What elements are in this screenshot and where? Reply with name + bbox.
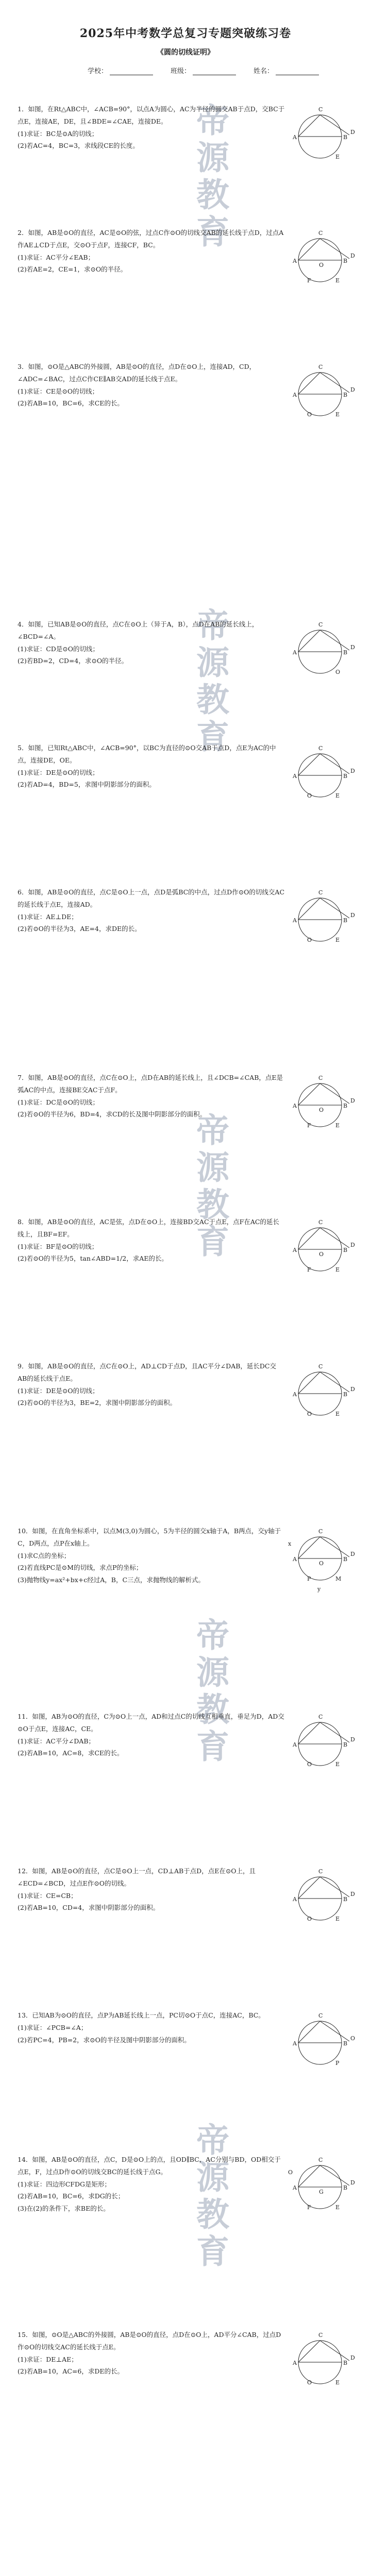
watermark-2: 帝源教育	[191, 608, 229, 756]
side-line	[298, 898, 320, 920]
point-label: E	[335, 154, 340, 160]
point-label: E	[335, 2379, 340, 2386]
watermark-5: 帝源教育	[191, 2123, 229, 2271]
point-label: F	[307, 1122, 311, 1129]
point-label: A	[293, 134, 297, 141]
point-label: D	[350, 1891, 355, 1897]
point-label: D	[350, 1097, 355, 1104]
geometry-figure-5	[286, 742, 353, 809]
problem-14	[18, 2154, 353, 2215]
point-label: O	[335, 669, 341, 675]
sub-question: (1)求证：AC平分∠EAB；	[18, 253, 95, 261]
chord-line	[320, 115, 349, 135]
problem-stem: 10．如图，在直角坐标系中，以点M(3,0)为圆心，5为半径的圆交x轴于A，B两点，交y轴于C，D两点，点P在x轴上。	[18, 1527, 281, 1547]
point-label: O	[307, 937, 312, 943]
geometry-figure-3	[286, 361, 353, 428]
point-label: D	[350, 2354, 355, 2361]
geometry-figure-6	[286, 886, 353, 953]
sub-question: (2)若AB=10，CD=4，求图中阴影部分的面积。	[18, 1904, 160, 1912]
problem-9	[18, 1360, 355, 1417]
problem-6	[18, 886, 355, 943]
document-subtitle: 《圆的切线证明》	[157, 48, 214, 57]
point-label: F	[307, 1266, 311, 1273]
watermark-3: 帝源教育	[191, 1113, 229, 1261]
point-label: y	[317, 1586, 321, 1592]
point-label: D	[350, 386, 355, 393]
point-label: O	[307, 1916, 312, 1922]
point-label: B	[343, 1103, 348, 1109]
point-label: O	[307, 2379, 312, 2386]
figure-container	[286, 1525, 353, 1596]
problem-stem: 5．如图，已知Rt△ABC中，∠ACB=90°，以BC为直径的⊙O交AB于点D，点E为AC的中点，连接DE，OE。	[18, 744, 276, 764]
chord-line	[320, 1877, 349, 1897]
geometry-figure-2	[286, 227, 353, 294]
sub-question: (3)在(2)的条件下，求BE的长。	[18, 2205, 110, 2212]
problem-1	[18, 103, 355, 160]
point-label: B	[343, 2360, 348, 2366]
point-label: A	[293, 392, 297, 398]
side-line	[298, 2021, 320, 2043]
problem-stem: 12．如图，AB是⊙O的直径，点C是⊙O上一点，CD⊥AB于点D，点E在⊙O上，且∠ECD=∠BCD，过点E作⊙O的切线。	[18, 1867, 256, 1887]
point-label: D	[350, 644, 355, 651]
sub-question: (2)若⊙O的半径为6，BD=4，求CD的长及图中阴影部分的面积。	[18, 1110, 207, 1118]
problem-7	[18, 1072, 355, 1129]
point-label: C	[318, 1714, 323, 1720]
point-label: E	[335, 1761, 340, 1768]
point-label: A	[293, 1103, 297, 1109]
problem-stem: 1．如图，在Rt△ABC中，∠ACB=90°，以点A为圆心，AC为半径的圆交AB于点D，交BC于点E，连接AE，DE，且∠BDE=∠CAE，连接DE。	[18, 105, 285, 125]
side-line	[298, 372, 320, 394]
sub-question: (1)求证：DC是⊙O的切线；	[18, 1098, 99, 1106]
point-label: O	[307, 792, 312, 799]
point-label: P	[335, 2060, 340, 2066]
sub-question: (2)若⊙O的半径为3，BE=2，求图中阴影部分的面积。	[18, 1399, 177, 1407]
figure-container	[286, 886, 353, 957]
geometry-figure-12	[286, 1865, 353, 1932]
point-label: C	[318, 364, 323, 370]
side-line	[298, 1083, 320, 1105]
point-label: B	[343, 1741, 348, 1748]
geometry-figure-11	[286, 1710, 353, 1777]
point-label: O	[307, 411, 312, 418]
point-label: B	[343, 2184, 348, 2191]
point-label: C	[318, 1363, 323, 1370]
sub-question: (1)求证：CE=CB；	[18, 1891, 77, 1900]
problem-12	[18, 1865, 355, 1922]
class-label: 班级：	[171, 67, 191, 75]
point-label: M	[335, 1575, 342, 1582]
point-label: D	[350, 768, 355, 774]
point-label: F	[307, 2204, 311, 2211]
point-label: E	[335, 2204, 340, 2211]
sub-question: (2)若AC=4，BC=3，求线段CE的长度。	[18, 142, 139, 150]
problem-stem: 13．已知AB为⊙O的直径，点P为AB延长线上一点，PC切⊙O于点C，连接AC，BC。	[18, 2011, 265, 2019]
watermark-4: 帝源教育	[191, 1618, 229, 1766]
school-blank	[110, 67, 153, 75]
problem-stem: 8．如图，AB是⊙O的直径，AC是弦，点D在⊙O上，连接BD交AC于点E，点F在AC的延长线上，且BF=EF。	[18, 1218, 279, 1238]
sub-question: (1)求C点的坐标；	[18, 1551, 71, 1560]
sub-question: (3)抛物线y=ax²+bx+c经过A，B，C三点，求抛物线的解析式。	[18, 1576, 205, 1584]
point-label: C	[318, 1528, 323, 1535]
problem-3	[18, 361, 355, 418]
point-label: D	[350, 2179, 355, 2186]
chord-line	[320, 239, 349, 259]
problem-stem: 9．如图，AB是⊙O的直径，点C在⊙O上，AD⊥CD于点D，且AC平分∠DAB，延长DC交AB的延长线于点E。	[18, 1362, 276, 1382]
point-label: E	[335, 411, 340, 418]
point-label: C	[318, 2157, 323, 2163]
problem-stem: 14．如图，AB是⊙O的直径，点C，D是⊙O上的点，且OD∥BC，AC分别与BD，OD相交于点E，F，过点D作⊙O的切线交BC的延长线于点G。	[18, 2156, 281, 2176]
geometry-figure-10	[286, 1525, 353, 1592]
point-label: C	[318, 889, 323, 896]
point-label: A	[293, 258, 297, 264]
figure-container	[286, 1710, 353, 1782]
school-field	[88, 65, 153, 75]
point-label: C	[318, 2332, 323, 2338]
point-label: A	[293, 1556, 297, 1563]
chord-line	[320, 1537, 349, 1557]
point-label: C	[318, 1219, 323, 1226]
chord-line	[320, 754, 349, 774]
sub-question: (2)若BD=2，CD=4，求⊙O的半径。	[18, 657, 128, 665]
point-label: O	[307, 1411, 312, 1417]
side-line	[298, 754, 320, 775]
side-line	[298, 1228, 320, 1249]
problem-2	[18, 227, 355, 284]
chord-line	[320, 630, 349, 650]
figure-container	[286, 2329, 353, 2400]
point-label: B	[343, 2040, 348, 2047]
figure-container	[286, 1360, 353, 1431]
figure-container	[286, 1072, 353, 1143]
point-label: O	[319, 1560, 324, 1567]
point-label: G	[319, 2189, 324, 2195]
sub-question: (1)求证：CE是⊙O的切线；	[18, 387, 99, 395]
point-label: E	[335, 1916, 340, 1922]
point-label: B	[343, 649, 348, 656]
chord-line	[320, 1228, 349, 1248]
side-line	[298, 239, 320, 260]
point-label: E	[335, 1122, 340, 1129]
problem-stem: 2．如图，AB是⊙O的直径，AC是⊙O的弦，过点C作⊙O的切线交AB的延长线于点D，过点A作AE⊥CD于点E，交⊙O于点F，连接CF，BC。	[18, 229, 284, 249]
problem-11	[18, 1710, 355, 1768]
point-label: B	[343, 1556, 348, 1563]
sub-question: (2)若⊙O的半径为3，AE=4，求DE的长。	[18, 925, 141, 933]
problem-15	[18, 2329, 355, 2386]
point-label: B	[343, 917, 348, 924]
sub-question: (2)若AB=10，AC=8，求CE的长。	[18, 1749, 124, 1757]
name-blank	[276, 67, 319, 75]
point-label: A	[293, 2360, 297, 2366]
problem-8	[18, 1216, 355, 1273]
problem-10	[18, 1525, 355, 1592]
sub-question: (2)若直线PC是⊙M的切线，求点P的坐标；	[18, 1564, 143, 1572]
point-label: C	[318, 621, 323, 628]
point-label: O	[307, 1761, 312, 1768]
figure-container	[286, 2009, 356, 2080]
sub-question: (1)求证：DE是⊙O的切线；	[18, 768, 99, 776]
point-label: C	[318, 230, 323, 236]
point-label: E	[335, 277, 340, 284]
chord-line	[320, 2021, 349, 2041]
class-blank	[193, 67, 236, 75]
point-label: O	[350, 2035, 356, 2042]
problem-13	[18, 2009, 356, 2066]
side-line	[298, 1877, 320, 1899]
chord-line	[320, 1372, 349, 1392]
point-label: D	[350, 1386, 355, 1393]
point-label: P	[307, 1575, 311, 1582]
point-label: x	[288, 1540, 292, 1547]
point-label: B	[343, 1391, 348, 1398]
geometry-figure-8	[286, 1216, 353, 1283]
point-label: D	[350, 129, 355, 135]
school-label: 学校：	[88, 67, 108, 75]
figure-container	[286, 227, 353, 298]
point-label: A	[293, 917, 297, 924]
watermark-1: 帝源教育	[191, 103, 229, 251]
geometry-figure-13	[286, 2009, 356, 2076]
geometry-figure-15	[286, 2329, 353, 2396]
point-label: E	[335, 1266, 340, 1273]
sub-question: (1)求证：∠PCB=∠A；	[18, 2023, 88, 2031]
point-label: B	[343, 773, 348, 779]
student-info-line	[0, 65, 371, 75]
point-label: O	[319, 262, 324, 268]
chord-line	[320, 372, 349, 393]
point-label: D	[350, 1736, 355, 1743]
side-line	[298, 1722, 320, 1744]
point-label: A	[293, 1391, 297, 1398]
side-line	[298, 630, 320, 652]
problem-stem: 3．如图，⊙O是△ABC的外接圆，AB是⊙O的直径，点D在⊙O上，连接AD，CD，∠ADC=∠BAC，过点C作CE∥AB交AD的延长线于点E。	[18, 363, 256, 383]
point-label: D	[350, 1242, 355, 1248]
sub-question: (1)求证：DE是⊙O的切线；	[18, 1386, 99, 1395]
side-line	[298, 1372, 320, 1394]
sub-question: (1)求证：BF是⊙O的切线；	[18, 1242, 98, 1250]
geometry-figure-4	[286, 618, 353, 685]
point-label: E	[335, 1411, 340, 1417]
sub-question: (2)若AB=10，BC=6，求DG的长；	[18, 2192, 125, 2200]
name-field	[254, 65, 319, 75]
problem-4	[18, 618, 355, 675]
chord-line	[320, 1722, 349, 1742]
sub-question: (2)若PC=4，PB=2，求⊙O的半径及图中阴影部分的面积。	[18, 2036, 191, 2044]
sub-question: (2)若AD=4，BD=5，求图中阴影部分的面积。	[18, 781, 156, 789]
sub-question: (1)求证：DE⊥AE；	[18, 2355, 78, 2363]
side-line	[298, 1537, 320, 1558]
figure-container	[286, 742, 353, 813]
point-label: O	[319, 1107, 324, 1113]
point-label: E	[335, 937, 340, 943]
figure-container	[286, 618, 353, 689]
problem-stem: 15．如图，⊙O是△ABC的外接圆，AB是⊙O的直径，点D在⊙O上，AD平分∠CAB，过点D作⊙O的切线交AC的延长线于点E。	[18, 2331, 281, 2351]
sub-question: (1)求证：AE⊥DE；	[18, 912, 78, 921]
geometry-figure-7	[286, 1072, 353, 1139]
sub-question: (1)求证：BC是⊙A的切线；	[18, 129, 98, 138]
point-label: B	[343, 392, 348, 398]
sub-question: (1)求证：四边形CFDG是矩形；	[18, 2180, 111, 2188]
point-label: E	[335, 792, 340, 799]
point-label: B	[343, 1247, 348, 1253]
chord-line	[320, 1083, 349, 1104]
figure-container	[286, 2154, 353, 2225]
sub-question: (2)若AB=10，AC=6，求DE的长。	[18, 2367, 124, 2376]
problem-stem: 4．如图，已知AB是⊙O的直径，点C在⊙O上（异于A，B），点D在AB的延长线上，∠BCD=∠A。	[18, 620, 259, 640]
chord-line	[320, 2165, 349, 2185]
figure-container	[286, 1216, 353, 1287]
sub-question: (2)若⊙O的半径为5，tan∠ABD=1/2，求AE的长。	[18, 1255, 168, 1263]
problem-stem: 6．如图，AB是⊙O的直径，点C是⊙O上一点，点D是弧BC的中点，过点D作⊙O的切线交AC的延长线于点E，连接AD。	[18, 888, 285, 908]
sub-question: (2)若AE=2，CE=1，求⊙O的半径。	[18, 265, 127, 274]
point-label: B	[343, 1896, 348, 1903]
point-label: B	[343, 258, 348, 264]
side-line	[298, 2165, 320, 2187]
point-label: B	[343, 134, 348, 141]
document-header	[0, 0, 371, 75]
geometry-figure-1	[286, 103, 353, 170]
point-label: A	[293, 1247, 297, 1253]
class-field	[171, 65, 236, 75]
point-label: A	[293, 1741, 297, 1748]
sub-question: (2)若AB=10，BC=6，求CE的长。	[18, 399, 124, 408]
problem-stem: 11．如图，AB为⊙O的直径，C为⊙O上一点，AD和过点C的切线互相垂直，垂足为D，AD交⊙O于点E，连接AC，CE。	[18, 1713, 284, 1733]
figure-container	[286, 361, 353, 432]
point-label: C	[318, 745, 323, 752]
geometry-figure-14	[286, 2154, 353, 2221]
side-line	[298, 2341, 320, 2362]
point-label: A	[293, 649, 297, 656]
point-label: A	[293, 2040, 297, 2047]
geometry-figure-9	[286, 1360, 353, 1427]
document-title: 2025年中考数学总复习专题突破练习卷	[79, 27, 292, 40]
point-label: F	[307, 277, 311, 284]
point-label: C	[318, 1075, 323, 1081]
figure-container	[286, 103, 353, 174]
side-line	[298, 115, 320, 137]
point-label: C	[318, 106, 323, 113]
point-label: A	[293, 773, 297, 779]
point-label: D	[350, 252, 355, 259]
problem-5	[18, 742, 355, 799]
sub-question: (1)求证：CD是⊙O的切线；	[18, 645, 99, 653]
point-label: D	[350, 912, 355, 919]
point-label: A	[293, 2184, 297, 2191]
chord-line	[320, 898, 349, 918]
problem-stem: 7．如图，AB是⊙O的直径，点C在⊙O上，点D在AB的延长线上，且∠DCB=∠CAB，点E是弧AC的中点，连接BE交AC于点F。	[18, 1074, 283, 1094]
chord-line	[320, 2341, 349, 2361]
point-label: C	[318, 2012, 323, 2019]
figure-container	[286, 1865, 353, 1936]
point-label: C	[318, 1868, 323, 1875]
point-label: A	[293, 1896, 297, 1903]
sub-question: (1)求证：AC平分∠DAB；	[18, 1737, 95, 1745]
point-label: O	[319, 1251, 324, 1258]
point-label: D	[350, 1551, 355, 1557]
point-label: O	[288, 2169, 293, 2176]
name-label: 姓名：	[254, 67, 274, 75]
